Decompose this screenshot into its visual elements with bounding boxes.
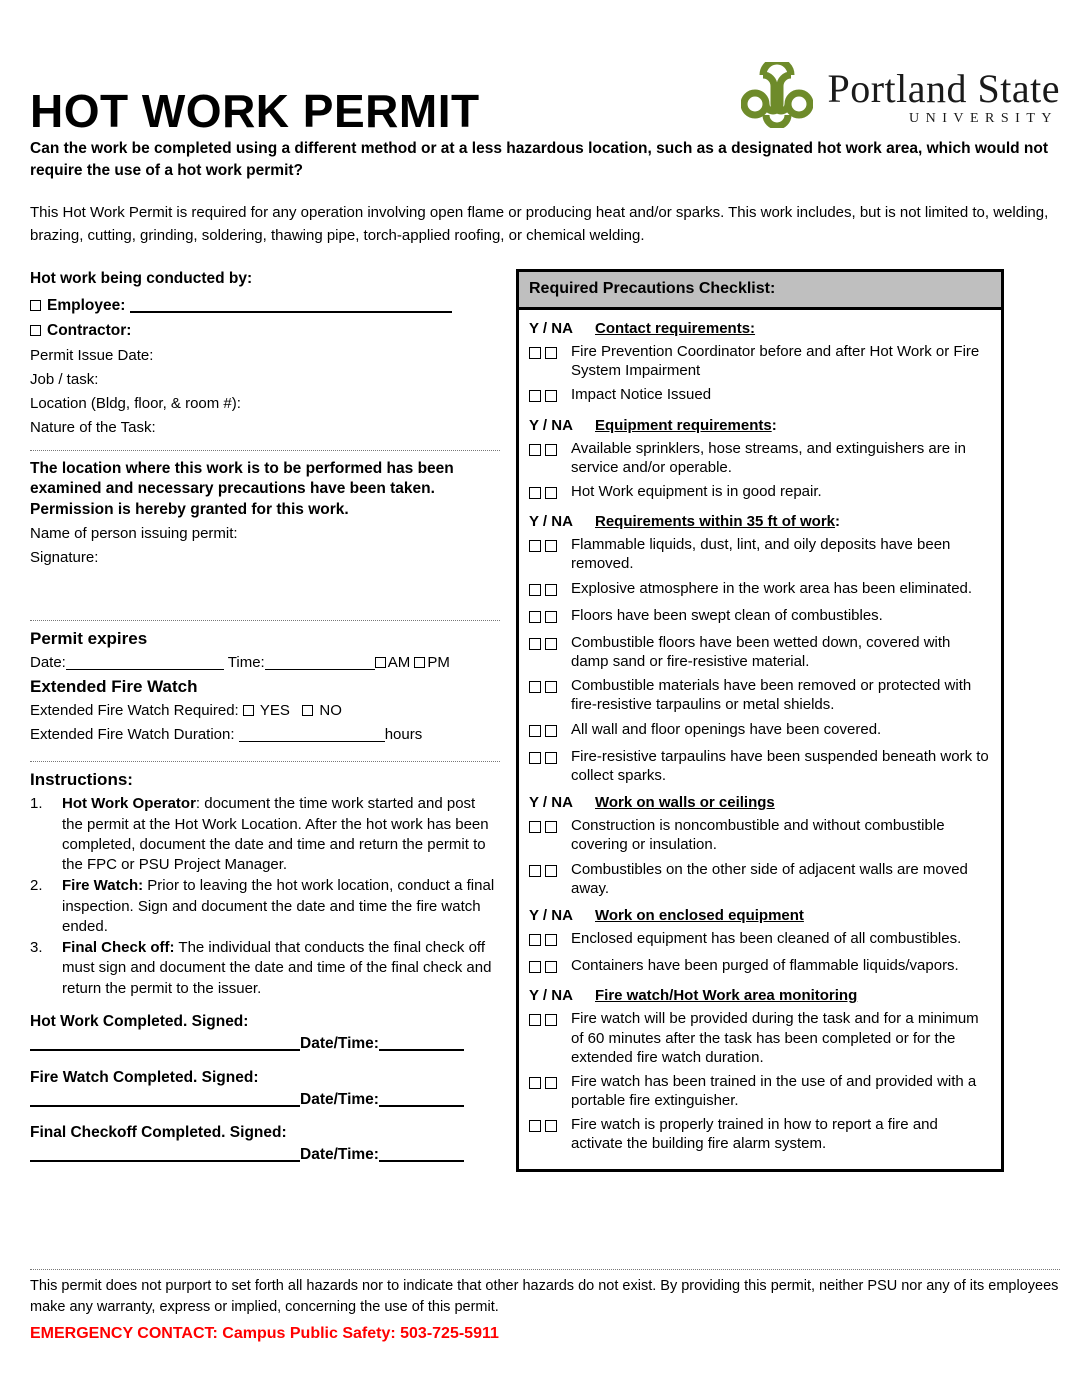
checklist-item — [529, 385, 991, 407]
checklist-item-boxes — [529, 676, 571, 698]
time-label: Time: — [227, 654, 265, 672]
yes-checkbox[interactable] — [529, 681, 541, 693]
checklist-item-text: Fire watch has been trained in the use of and provided with a portable fire extinguisher. — [571, 1072, 977, 1110]
na-checkbox[interactable] — [545, 638, 557, 650]
yes-checkbox[interactable] — [529, 752, 541, 764]
checklist-item-boxes — [529, 1009, 571, 1031]
signature-input-line[interactable] — [30, 1049, 300, 1051]
yna-label: Y / NA — [529, 906, 573, 924]
instruction-number: 1. — [30, 795, 43, 813]
yes-checkbox[interactable] — [529, 725, 541, 737]
checklist-item — [529, 956, 991, 978]
signoff-line — [30, 1033, 500, 1055]
instruction-body: Prior to leaving the hot work location, conduct a final inspection. Sign and document the date and time the fire watch ended. — [62, 877, 495, 935]
signoff-hot-work — [30, 1013, 500, 1055]
employee-row — [30, 294, 500, 319]
na-checkbox[interactable] — [545, 444, 557, 456]
group-label: Work on enclosed equipment — [595, 906, 804, 924]
yes-checkbox[interactable] — [529, 444, 541, 456]
checklist-item-boxes — [529, 1072, 571, 1094]
yna-label: Y / NA — [529, 320, 573, 337]
permit-expires-heading: Permit expires — [30, 629, 148, 649]
na-checkbox[interactable] — [545, 1014, 557, 1026]
na-checkbox[interactable] — [545, 934, 557, 946]
conducted-by-heading: Hot work being conducted by: — [30, 270, 253, 287]
yes-checkbox[interactable] — [529, 961, 541, 973]
checklist-group-heading — [529, 513, 991, 530]
datetime-label: Date/Time: — [300, 1034, 379, 1052]
time-input-line[interactable] — [265, 669, 375, 670]
na-checkbox[interactable] — [545, 1077, 557, 1089]
employee-input-line[interactable] — [130, 311, 452, 313]
checklist-item-text: Fire watch will be provided during the task and for a minimum of 60 minutes after the task has been completed or for the extended fire watch duration. — [571, 1010, 979, 1066]
group-label: Equipment requirements — [595, 416, 772, 434]
checklist-title: Required Precautions Checklist: — [519, 272, 1001, 310]
job-task-row[interactable]: Job / task: — [30, 370, 99, 388]
checklist-item — [529, 342, 991, 380]
checklist-item — [529, 720, 991, 742]
checklist-group-heading — [529, 794, 991, 811]
yes-checkbox[interactable] — [529, 487, 541, 499]
na-checkbox[interactable] — [545, 752, 557, 764]
checklist-item-boxes — [529, 860, 571, 882]
checklist-body — [519, 310, 1001, 1169]
na-checkbox[interactable] — [545, 821, 557, 833]
checklist-item-text: Explosive atmosphere in the work area has been eliminated. — [571, 579, 973, 597]
footer-divider — [30, 1269, 1060, 1270]
checklist-item-text: Fire Prevention Coordinator before and after Hot Work or Fire System Impairment — [571, 343, 980, 380]
checklist-item-text: Fire watch is properly trained in how to report a fire and activate the building fire alarm system. — [571, 1116, 938, 1153]
yes-checkbox[interactable] — [529, 347, 541, 359]
instruction-text — [62, 876, 500, 937]
group-label: Work on walls or ceilings — [595, 794, 775, 812]
checklist-item-boxes — [529, 633, 571, 655]
content-columns — [0, 269, 1088, 1172]
checklist-item — [529, 860, 991, 898]
na-checkbox[interactable] — [545, 390, 557, 402]
checklist-item-boxes — [529, 579, 571, 601]
efw-duration-label: Extended Fire Watch Duration: — [30, 726, 235, 744]
na-checkbox[interactable] — [545, 487, 557, 499]
group-label: Requirements within 35 ft of work — [595, 513, 836, 531]
disclaimer-text: This permit does not purport to set forth all hazards nor to indicate that other hazards do not exist. By providing this permit, neither PSU nor any of its employees make any warranty, express or implied, concerning the use of this permit. — [30, 1277, 1059, 1316]
yes-checkbox[interactable] — [529, 934, 541, 946]
checklist-item-boxes — [529, 482, 571, 504]
efw-no-checkbox[interactable] — [302, 705, 313, 716]
checklist-group-heading — [529, 417, 991, 434]
checklist-item-text: Combustible floors have been wetted down, covered with damp sand or fire-resistive material. — [571, 633, 951, 671]
permission-paragraph: The location where this work is to be performed has been examined and necessary precautions have been taken. Permission is hereby granted for this work. — [30, 459, 454, 518]
psu-logo — [741, 62, 1060, 133]
efw-required-row — [30, 699, 500, 723]
checklist-item-boxes — [529, 439, 571, 461]
page-title: HOT WORK PERMIT — [30, 85, 480, 137]
checklist-item — [529, 816, 991, 854]
group-label-tail: : — [771, 416, 777, 434]
employee-label: Employee: — [47, 296, 126, 314]
instruction-lead: Fire Watch: — [62, 877, 144, 895]
page-footer — [30, 1269, 1060, 1360]
yes-checkbox[interactable] — [529, 540, 541, 552]
divider-1 — [30, 450, 500, 451]
employee-checkbox[interactable] — [30, 300, 41, 311]
lead-question: Can the work be completed using a different method or at a less hazardous location, such as a designated hot work area, which would not require the use of a hot work permit? — [30, 140, 1049, 179]
na-checkbox[interactable] — [545, 865, 557, 877]
checklist-item — [529, 676, 991, 714]
efw-duration-input-line[interactable] — [239, 741, 385, 742]
instruction-item — [30, 876, 500, 937]
checklist-item — [529, 606, 991, 628]
na-checkbox[interactable] — [545, 1120, 557, 1132]
yes-checkbox[interactable] — [529, 1077, 541, 1089]
right-column — [516, 269, 1004, 1172]
psu-logo-name: Portland State — [827, 66, 1060, 111]
checklist-item-boxes — [529, 385, 571, 407]
signoff-final-checkoff — [30, 1124, 500, 1166]
yna-label: Y / NA — [529, 513, 573, 531]
efw-required-label: Extended Fire Watch Required: — [30, 702, 239, 720]
instructions-heading: Instructions: — [30, 770, 133, 790]
na-checkbox[interactable] — [545, 725, 557, 737]
na-checkbox[interactable] — [545, 540, 557, 552]
checklist-item-text: Flammable liquids, dust, lint, and oily deposits have been removed. — [571, 536, 951, 573]
datetime-label: Date/Time: — [300, 1090, 379, 1108]
contractor-label: Contractor: — [47, 321, 132, 339]
contractor-row — [30, 319, 500, 344]
yes-checkbox[interactable] — [529, 1014, 541, 1026]
yes-checkbox[interactable] — [529, 1120, 541, 1132]
expiry-date-time-row — [30, 651, 500, 675]
checklist-item-boxes — [529, 929, 571, 951]
datetime-input-line[interactable] — [379, 1160, 464, 1162]
yna-label: Y / NA — [529, 416, 573, 434]
checklist-item-boxes — [529, 606, 571, 628]
datetime-input-line[interactable] — [379, 1105, 464, 1107]
checklist-item — [529, 482, 991, 504]
checklist-item-boxes — [529, 816, 571, 838]
instruction-item — [30, 794, 500, 875]
group-label: Contact requirements: — [595, 320, 756, 337]
efw-no-label: NO — [319, 702, 342, 720]
signoff-line — [30, 1089, 500, 1111]
instruction-body: The individual that conducts the final check off must sign and document the date and time of the final check and return the permit to the issuer. — [62, 939, 492, 997]
checklist-item — [529, 439, 991, 477]
checklist-item-text: Fire-resistive tarpaulins have been suspended beneath work to collect sparks. — [571, 747, 989, 784]
checklist-item — [529, 535, 991, 573]
pm-label: PM — [427, 654, 450, 672]
required-precautions-checklist — [516, 269, 1004, 1172]
efw-duration-row — [30, 723, 500, 747]
permit-issue-date-row[interactable]: Permit Issue Date: — [30, 346, 154, 364]
checklist-item-boxes — [529, 535, 571, 557]
datetime-input-line[interactable] — [379, 1049, 464, 1051]
divider-3 — [30, 761, 500, 762]
location-row[interactable]: Location (Bldg, floor, & room #): — [30, 394, 241, 412]
checklist-item-text: Combustibles on the other side of adjacent walls are moved away. — [571, 860, 968, 897]
checklist-item-text: Construction is noncombustible and without combustible covering or insulation. — [571, 817, 945, 854]
signoff-heading: Fire Watch Completed. Signed: — [30, 1068, 259, 1086]
yes-checkbox[interactable] — [529, 638, 541, 650]
checklist-item — [529, 929, 991, 951]
group-label-tail: : — [835, 513, 841, 531]
checklist-item — [529, 633, 991, 671]
checklist-item-boxes — [529, 342, 571, 364]
checklist-item — [529, 1072, 991, 1110]
hours-label: hours — [384, 726, 423, 744]
page-header — [0, 0, 1088, 137]
checklist-group-heading — [529, 320, 991, 337]
datetime-label: Date/Time: — [300, 1146, 379, 1164]
checklist-item-boxes — [529, 956, 571, 978]
checklist-item-text: Hot Work equipment is in good repair. — [571, 482, 822, 500]
group-label: Fire watch/Hot Work area monitoring — [595, 987, 858, 1005]
checklist-item-text: Available sprinklers, hose streams, and extinguishers are in service and/or operable. — [571, 439, 966, 476]
checklist-group-heading — [529, 907, 991, 924]
signature-input-line[interactable] — [30, 1105, 300, 1107]
yes-checkbox[interactable] — [529, 584, 541, 596]
date-input-line[interactable] — [66, 669, 224, 670]
yes-checkbox[interactable] — [529, 865, 541, 877]
psu-logo-text — [827, 66, 1060, 126]
instructions-list — [30, 794, 500, 999]
am-label: AM — [387, 654, 411, 672]
signoff-heading: Final Checkoff Completed. Signed: — [30, 1124, 287, 1142]
contractor-checkbox[interactable] — [30, 325, 41, 336]
checklist-item-text: All wall and floor openings have been covered. — [571, 720, 882, 738]
emergency-contact: EMERGENCY CONTACT: Campus Public Safety: 503-725-5911 — [30, 1325, 499, 1342]
instruction-text — [62, 794, 500, 875]
checklist-item-text: Floors have been swept clean of combustibles. — [571, 606, 883, 624]
checklist-item-boxes — [529, 1115, 571, 1137]
instruction-lead: Final Check off: — [62, 939, 175, 957]
na-checkbox[interactable] — [545, 584, 557, 596]
checklist-item — [529, 747, 991, 785]
checklist-item — [529, 579, 991, 601]
left-column — [30, 269, 500, 1166]
na-checkbox[interactable] — [545, 961, 557, 973]
na-checkbox[interactable] — [545, 347, 557, 359]
yna-label: Y / NA — [529, 794, 573, 812]
yes-checkbox[interactable] — [529, 821, 541, 833]
efw-yes-label: YES — [259, 702, 290, 720]
yna-label: Y / NA — [529, 987, 573, 1005]
psu-knot-icon — [741, 62, 813, 133]
na-checkbox[interactable] — [545, 681, 557, 693]
nature-of-task-row[interactable]: Nature of the Task: — [30, 418, 156, 436]
signature-input-line[interactable] — [30, 1160, 300, 1162]
pm-checkbox[interactable] — [414, 657, 425, 668]
instruction-number: 3. — [30, 939, 43, 957]
checklist-item-boxes — [529, 747, 571, 769]
date-label: Date: — [30, 654, 66, 672]
checklist-group-heading — [529, 987, 991, 1004]
signoff-heading: Hot Work Completed. Signed: — [30, 1012, 249, 1030]
checklist-item-text: Enclosed equipment has been cleaned of all combustibles. — [571, 929, 962, 947]
instruction-body: : document the time work started and post the permit at the Hot Work Location. After the hot work has been completed, document the date and time and return the permit to the FPC or PSU Project Manager. — [62, 795, 489, 874]
signoff-fire-watch — [30, 1069, 500, 1111]
divider-2 — [30, 620, 500, 621]
instruction-lead: Hot Work Operator — [62, 795, 196, 813]
name-issuing-permit-row[interactable]: Name of person issuing permit: — [30, 525, 238, 543]
instruction-text — [62, 938, 500, 999]
checklist-item — [529, 1115, 991, 1153]
intro-block — [0, 138, 1088, 247]
checklist-item — [529, 1009, 991, 1067]
signature-row[interactable]: Signature: — [30, 549, 99, 567]
yes-checkbox[interactable] — [529, 611, 541, 623]
psu-logo-subtitle: UNIVERSITY — [909, 111, 1058, 126]
extended-fire-watch-heading: Extended Fire Watch — [30, 677, 198, 697]
checklist-item-boxes — [529, 720, 571, 742]
instruction-number: 2. — [30, 877, 43, 895]
checklist-item-text: Impact Notice Issued — [571, 386, 712, 404]
na-checkbox[interactable] — [545, 611, 557, 623]
checklist-item-text: Containers have been purged of flammable liquids/vapors. — [571, 957, 959, 975]
am-checkbox[interactable] — [375, 657, 386, 668]
efw-yes-checkbox[interactable] — [243, 705, 254, 716]
checklist-item-text: Combustible materials have been removed or protected with fire-resistive tarpaulins or metal shields. — [571, 677, 972, 714]
signoff-line — [30, 1144, 500, 1166]
instruction-item — [30, 938, 500, 999]
intro-paragraph: This Hot Work Permit is required for any operation involving open flame or producing heat and/or sparks. This work includes, but is not limited to, welding, brazing, cutting, grinding, soldering, thawing pipe, torch-applied roofing, or chemical welding. — [30, 204, 1049, 244]
yes-checkbox[interactable] — [529, 390, 541, 402]
